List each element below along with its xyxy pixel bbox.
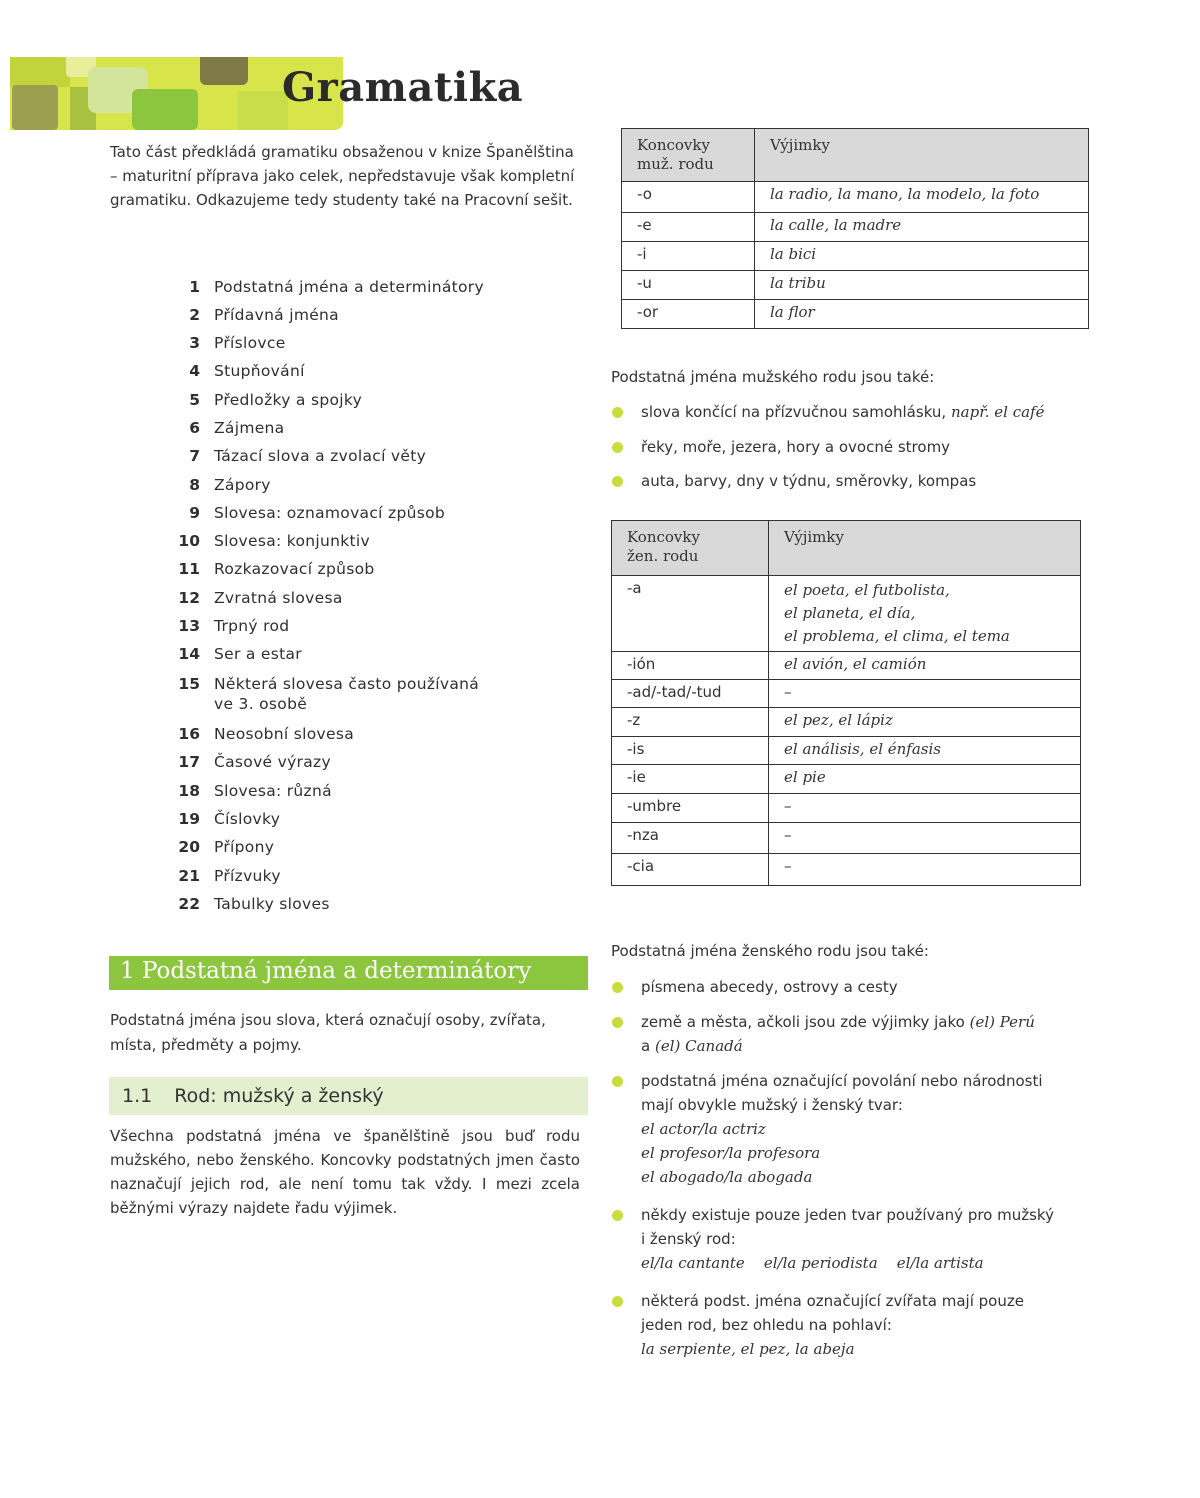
toc-item[interactable]: 21 Přízvuky xyxy=(178,867,281,885)
list-item: řeky, moře, jezera, hory a ovocné stromy xyxy=(641,438,951,456)
section-paragraph: Podstatná jména jsou slova, která označují osoby, zvířata, místa, předměty a pojmy. xyxy=(110,1011,546,1054)
table-row: -e la calle, la madre xyxy=(622,213,1089,242)
table-row: -ie el pie xyxy=(612,765,1081,794)
toc-item[interactable]: 11 Rozkazovací způsob xyxy=(178,560,375,578)
table-header: Výjimky xyxy=(769,521,1081,576)
table-row: -a el poeta, el futbolista, el planeta, el día, el problema, el clima, el tema xyxy=(612,576,1081,652)
bullet-icon xyxy=(612,1017,623,1028)
bullet-icon xyxy=(612,442,623,453)
subsection-paragraph: Všechna podstatná jména ve španělštině jsou buď rodu mužského, nebo ženského. Koncovky podstatných jmen často naznačují jejich rod, ale není tomu tak vždy. I mezi zcela běžnými výrazy najdete řadu výjimek. xyxy=(110,1127,580,1217)
toc-item[interactable]: 7 Tázací slova a zvolací věty xyxy=(189,447,427,465)
toc-item[interactable]: 2 Přídavná jména xyxy=(189,306,339,324)
toc-item[interactable]: 13 Trpný rod xyxy=(178,617,290,635)
list-item: písmena abecedy, ostrovy a cesty xyxy=(641,978,898,996)
list-item: slova končící na přízvučnou samohlásku, např. el café xyxy=(641,403,1045,421)
list-item: podstatná jména označující povolání nebo národnosti mají obvykle mužský i ženský tvar: el actor/la actriz el profesor/la profesora el abogado/la abogada xyxy=(641,1072,1043,1186)
bullet-icon xyxy=(612,982,623,993)
bullet-icon xyxy=(612,1076,623,1087)
table-row: -ión el avión, el camión xyxy=(612,652,1081,680)
table-row: -ad/-tad/-tud – xyxy=(612,680,1081,708)
toc-item[interactable]: 12 Zvratná slovesa xyxy=(178,589,343,607)
list-item: auta, barvy, dny v týdnu, směrovky, kompas xyxy=(641,472,977,490)
toc-item[interactable]: 4 Stupňování xyxy=(189,362,305,380)
intro-paragraph: Tato část předkládá gramatiku obsaženou v knize Španělština – maturitní příprava jako celek, nepředstavuje však kompletní gramatiku. Odkazujeme tedy studenty také na Pracovní sešit. xyxy=(110,143,575,209)
toc-item[interactable]: 8 Zápory xyxy=(189,476,271,494)
toc-item[interactable]: 15 Některá slovesa často používaná ve 3. osobě xyxy=(178,675,480,713)
table-row: -i la bici xyxy=(622,242,1089,271)
table-row: -or la flor xyxy=(622,300,1089,329)
toc-item[interactable]: 16 Neosobní slovesa xyxy=(178,725,355,743)
toc-item[interactable]: 1 Podstatná jména a determinátory xyxy=(189,278,484,296)
table-row: -o la radio, la mano, la modelo, la foto xyxy=(622,182,1089,213)
list-item: země a města, ačkoli jsou zde výjimky jako (el) Perú a (el) Canadá xyxy=(641,1013,1035,1055)
section-heading: 1 Podstatná jména a determinátory xyxy=(120,958,532,984)
toc-item[interactable]: 17 Časové výrazy xyxy=(178,753,331,771)
table-row: -nza – xyxy=(612,823,1081,854)
masculine-also-intro: Podstatná jména mužského rodu jsou také: xyxy=(611,368,935,386)
toc-item[interactable]: 5 Předložky a spojky xyxy=(189,391,363,409)
table-header: Výjimky xyxy=(755,129,1089,182)
toc-item[interactable]: 3 Příslovce xyxy=(189,334,286,352)
list-item: některá podst. jména označující zvířata mají pouze jeden rod, bez ohledu na pohlaví: la serpiente, el pez, la abeja xyxy=(641,1292,1024,1358)
toc-item[interactable]: 22 Tabulky sloves xyxy=(178,895,330,913)
table-row: -cia – xyxy=(612,854,1081,886)
subsection-heading: 1.1 Rod: mužský a ženský xyxy=(122,1085,384,1107)
feminine-also-intro: Podstatná jména ženského rodu jsou také: xyxy=(611,942,929,960)
bullet-icon xyxy=(612,1296,623,1307)
table-row: -z el pez, el lápiz xyxy=(612,708,1081,737)
toc-item[interactable]: 6 Zájmena xyxy=(189,419,285,437)
toc-item[interactable]: 20 Přípony xyxy=(178,838,275,856)
list-item: někdy existuje pouze jeden tvar používaný pro mužský i ženský rod: el/la cantante el/la periodista el/la artista xyxy=(641,1206,1054,1272)
toc-item[interactable]: 18 Slovesa: různá xyxy=(178,782,332,800)
table-header: Koncovky muž. rodu xyxy=(622,129,755,182)
feminine-endings-table xyxy=(611,520,1081,886)
bullet-icon xyxy=(612,407,623,418)
table-row: -is el análisis, el énfasis xyxy=(612,737,1081,765)
toc-item[interactable]: 10 Slovesa: konjunktiv xyxy=(178,532,370,550)
table-header: Koncovky žen. rodu xyxy=(612,521,769,576)
masculine-endings-table xyxy=(621,128,1089,329)
bullet-icon xyxy=(612,476,623,487)
toc-item[interactable]: 9 Slovesa: oznamovací způsob xyxy=(189,504,446,522)
bullet-icon xyxy=(612,1210,623,1221)
toc-item[interactable]: 19 Číslovky xyxy=(178,810,281,828)
table-row: -umbre – xyxy=(612,794,1081,823)
table-row: -u la tribu xyxy=(622,271,1089,300)
toc-item[interactable]: 14 Ser a estar xyxy=(178,645,302,663)
page-title: Gramatika xyxy=(282,64,524,111)
